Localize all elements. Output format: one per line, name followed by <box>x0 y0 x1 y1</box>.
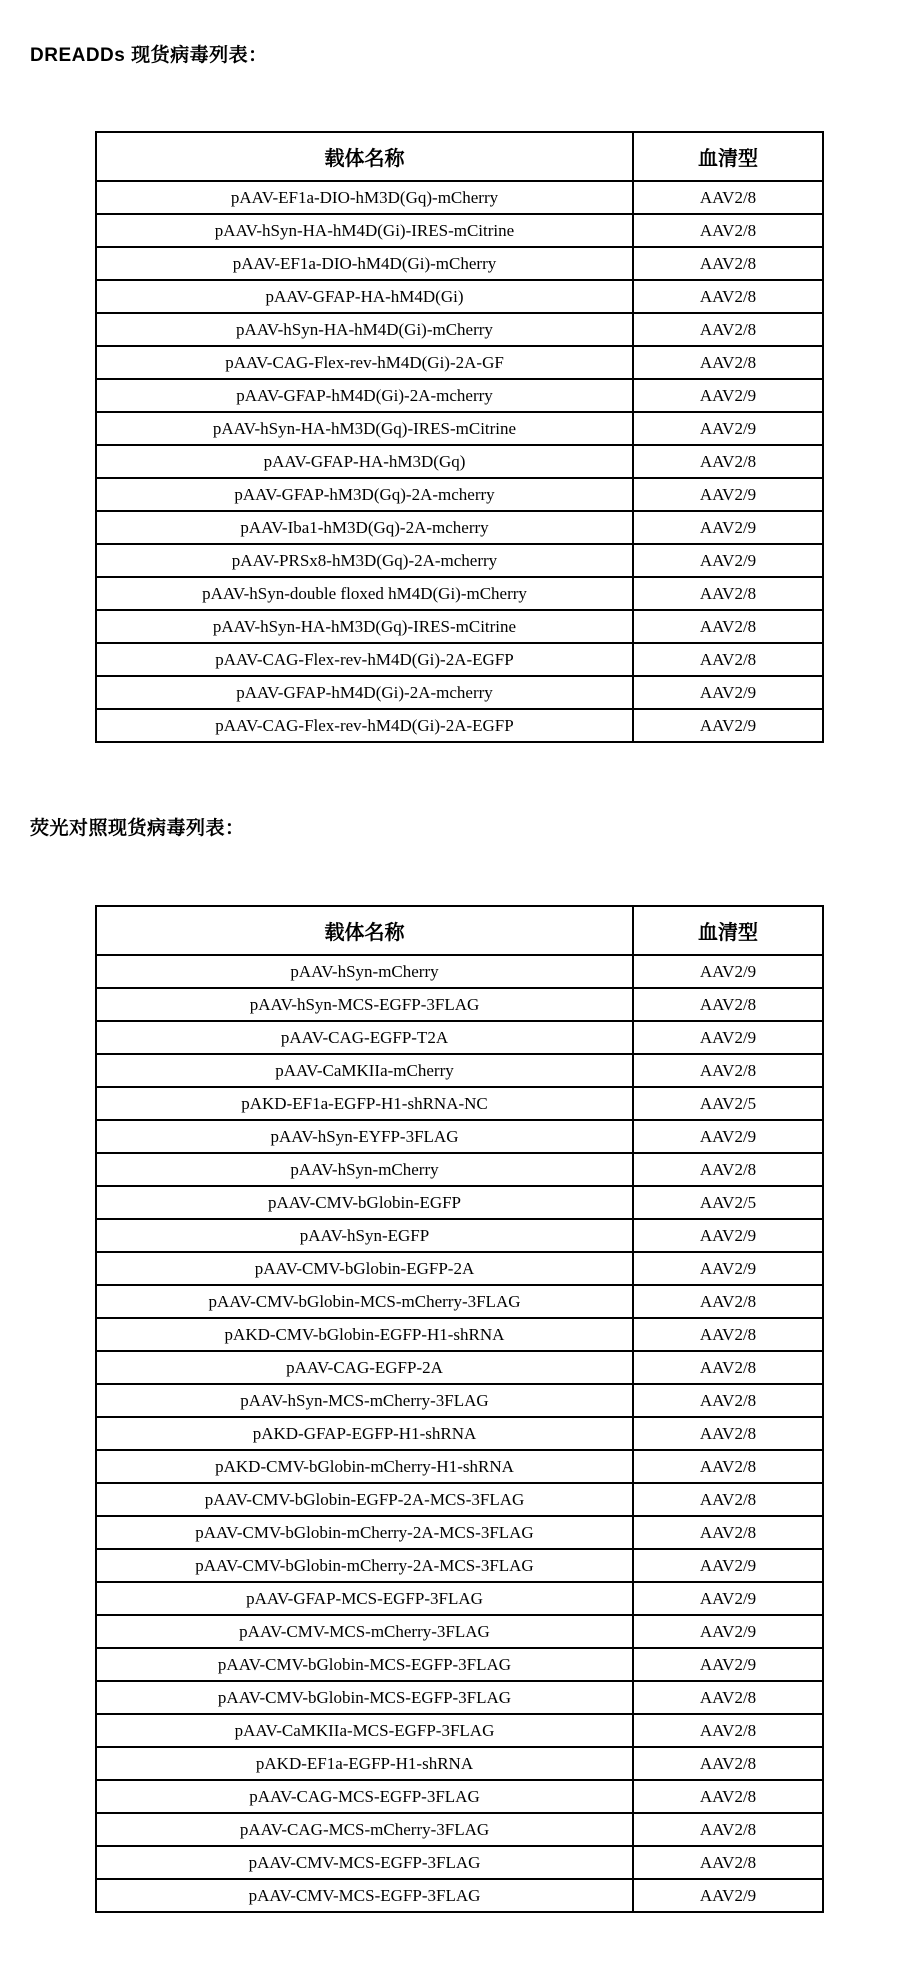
serotype-cell: AAV2/9 <box>633 1648 823 1681</box>
serotype-cell: AAV2/9 <box>633 1219 823 1252</box>
table-row <box>96 181 823 214</box>
table-row <box>96 955 823 988</box>
serotype-cell: AAV2/8 <box>633 1714 823 1747</box>
table-row <box>96 1417 823 1450</box>
vector-name-cell: pAAV-CMV-bGlobin-MCS-mCherry-3FLAG <box>96 1285 633 1318</box>
table-row <box>96 1384 823 1417</box>
table-row <box>96 643 823 676</box>
table-row <box>96 511 823 544</box>
table-row <box>96 1813 823 1846</box>
table-row <box>96 1780 823 1813</box>
serotype-cell: AAV2/8 <box>633 577 823 610</box>
vector-name-cell: pAAV-hSyn-HA-hM4D(Gi)-mCherry <box>96 313 633 346</box>
vector-name-cell: pAAV-CAG-Flex-rev-hM4D(Gi)-2A-EGFP <box>96 709 633 742</box>
vector-name-cell: pAAV-CAG-EGFP-2A <box>96 1351 633 1384</box>
serotype-cell: AAV2/8 <box>633 181 823 214</box>
table-row <box>96 280 823 313</box>
serotype-cell: AAV2/8 <box>633 1417 823 1450</box>
table-row <box>96 1252 823 1285</box>
table-row <box>96 313 823 346</box>
table-row <box>96 1681 823 1714</box>
table-row <box>96 1021 823 1054</box>
vector-name-cell: pAAV-hSyn-EGFP <box>96 1219 633 1252</box>
vector-name-cell: pAAV-EF1a-DIO-hM4D(Gi)-mCherry <box>96 247 633 280</box>
serotype-header: 血清型 <box>633 906 823 955</box>
serotype-cell: AAV2/8 <box>633 445 823 478</box>
table-row <box>96 1648 823 1681</box>
vector-name-cell: pAAV-hSyn-EYFP-3FLAG <box>96 1120 633 1153</box>
serotype-cell: AAV2/9 <box>633 676 823 709</box>
serotype-cell: AAV2/5 <box>633 1186 823 1219</box>
table-row <box>96 1450 823 1483</box>
serotype-cell: AAV2/9 <box>633 955 823 988</box>
table-row <box>96 1516 823 1549</box>
vector-name-cell: pAAV-CMV-bGlobin-EGFP <box>96 1186 633 1219</box>
serotype-cell: AAV2/9 <box>633 709 823 742</box>
vector-name-cell: pAKD-CMV-bGlobin-mCherry-H1-shRNA <box>96 1450 633 1483</box>
table-row <box>96 676 823 709</box>
vector-name-cell: pAAV-CMV-MCS-EGFP-3FLAG <box>96 1879 633 1912</box>
serotype-cell: AAV2/9 <box>633 1120 823 1153</box>
serotype-cell: AAV2/8 <box>633 1318 823 1351</box>
header-row <box>96 132 823 181</box>
table-row <box>96 610 823 643</box>
serotype-cell: AAV2/8 <box>633 280 823 313</box>
serotype-cell: AAV2/9 <box>633 1252 823 1285</box>
vector-name-cell: pAAV-GFAP-MCS-EGFP-3FLAG <box>96 1582 633 1615</box>
serotype-cell: AAV2/9 <box>633 1582 823 1615</box>
vector-name-cell: pAAV-CMV-MCS-mCherry-3FLAG <box>96 1615 633 1648</box>
vector-name-cell: pAAV-GFAP-HA-hM3D(Gq) <box>96 445 633 478</box>
table-row <box>96 709 823 742</box>
vector-name-cell: pAAV-hSyn-mCherry <box>96 955 633 988</box>
serotype-cell: AAV2/9 <box>633 1615 823 1648</box>
vector-name-cell: pAAV-CMV-bGlobin-EGFP-2A-MCS-3FLAG <box>96 1483 633 1516</box>
vector-name-cell: pAAV-hSyn-MCS-mCherry-3FLAG <box>96 1384 633 1417</box>
vector-name-cell: pAAV-GFAP-hM4D(Gi)-2A-mcherry <box>96 379 633 412</box>
serotype-cell: AAV2/9 <box>633 1549 823 1582</box>
vector-name-cell: pAAV-hSyn-HA-hM4D(Gi)-IRES-mCitrine <box>96 214 633 247</box>
vector-name-cell: pAAV-EF1a-DIO-hM3D(Gq)-mCherry <box>96 181 633 214</box>
table-row <box>96 988 823 1021</box>
serotype-cell: AAV2/8 <box>633 988 823 1021</box>
table-row <box>96 478 823 511</box>
vector-name-cell: pAKD-EF1a-EGFP-H1-shRNA <box>96 1747 633 1780</box>
vector-name-header: 载体名称 <box>96 132 633 181</box>
serotype-cell: AAV2/8 <box>633 1516 823 1549</box>
table-row <box>96 1747 823 1780</box>
fluorescent-control-virus-table <box>95 905 824 1913</box>
table-row <box>96 1351 823 1384</box>
vector-name-cell: pAKD-EF1a-EGFP-H1-shRNA-NC <box>96 1087 633 1120</box>
vector-name-cell: pAAV-hSyn-MCS-EGFP-3FLAG <box>96 988 633 1021</box>
serotype-cell: AAV2/9 <box>633 511 823 544</box>
vector-name-cell: pAAV-GFAP-HA-hM4D(Gi) <box>96 280 633 313</box>
vector-name-cell: pAAV-hSyn-HA-hM3D(Gq)-IRES-mCitrine <box>96 610 633 643</box>
serotype-cell: AAV2/8 <box>633 247 823 280</box>
table-row <box>96 1846 823 1879</box>
table-row <box>96 1615 823 1648</box>
vector-name-header: 载体名称 <box>96 906 633 955</box>
header-row <box>96 906 823 955</box>
vector-name-cell: pAAV-hSyn-double floxed hM4D(Gi)-mCherry <box>96 577 633 610</box>
serotype-cell: AAV2/8 <box>633 1483 823 1516</box>
serotype-cell: AAV2/8 <box>633 1153 823 1186</box>
section-title-dreadds-list: DREADDs 现货病毒列表： <box>30 45 268 66</box>
dreadds-virus-table <box>95 131 824 743</box>
vector-name-cell: pAAV-CMV-bGlobin-mCherry-2A-MCS-3FLAG <box>96 1516 633 1549</box>
serotype-cell: AAV2/8 <box>633 1813 823 1846</box>
vector-name-cell: pAAV-CMV-bGlobin-MCS-EGFP-3FLAG <box>96 1681 633 1714</box>
table-row <box>96 1153 823 1186</box>
vector-name-cell: pAAV-CAG-MCS-EGFP-3FLAG <box>96 1780 633 1813</box>
table-row <box>96 247 823 280</box>
serotype-cell: AAV2/8 <box>633 643 823 676</box>
serotype-cell: AAV2/9 <box>633 1879 823 1912</box>
serotype-header: 血清型 <box>633 132 823 181</box>
table-row <box>96 412 823 445</box>
vector-name-cell: pAAV-CMV-bGlobin-mCherry-2A-MCS-3FLAG <box>96 1549 633 1582</box>
vector-name-cell: pAAV-GFAP-hM4D(Gi)-2A-mcherry <box>96 676 633 709</box>
serotype-cell: AAV2/8 <box>633 1747 823 1780</box>
serotype-cell: AAV2/5 <box>633 1087 823 1120</box>
table-row <box>96 445 823 478</box>
serotype-cell: AAV2/9 <box>633 478 823 511</box>
vector-name-cell: pAAV-CMV-MCS-EGFP-3FLAG <box>96 1846 633 1879</box>
vector-name-cell: pAAV-CAG-EGFP-T2A <box>96 1021 633 1054</box>
serotype-cell: AAV2/8 <box>633 1681 823 1714</box>
table-row <box>96 1483 823 1516</box>
vector-name-cell: pAAV-CMV-bGlobin-EGFP-2A <box>96 1252 633 1285</box>
vector-name-cell: pAAV-PRSx8-hM3D(Gq)-2A-mcherry <box>96 544 633 577</box>
table-row <box>96 1879 823 1912</box>
vector-name-cell: pAAV-CAG-MCS-mCherry-3FLAG <box>96 1813 633 1846</box>
table-row <box>96 1219 823 1252</box>
serotype-cell: AAV2/8 <box>633 1450 823 1483</box>
serotype-cell: AAV2/9 <box>633 544 823 577</box>
table-row <box>96 1285 823 1318</box>
serotype-cell: AAV2/9 <box>633 1021 823 1054</box>
vector-name-cell: pAAV-CaMKIIa-MCS-EGFP-3FLAG <box>96 1714 633 1747</box>
vector-name-cell: pAKD-CMV-bGlobin-EGFP-H1-shRNA <box>96 1318 633 1351</box>
table-row <box>96 577 823 610</box>
vector-name-cell: pAAV-CAG-Flex-rev-hM4D(Gi)-2A-EGFP <box>96 643 633 676</box>
serotype-cell: AAV2/9 <box>633 412 823 445</box>
serotype-cell: AAV2/8 <box>633 313 823 346</box>
serotype-cell: AAV2/8 <box>633 1846 823 1879</box>
table-row <box>96 1120 823 1153</box>
table-row <box>96 1087 823 1120</box>
serotype-cell: AAV2/8 <box>633 346 823 379</box>
vector-name-cell: pAAV-hSyn-HA-hM3D(Gq)-IRES-mCitrine <box>96 412 633 445</box>
vector-name-cell: pAKD-GFAP-EGFP-H1-shRNA <box>96 1417 633 1450</box>
vector-name-cell: pAAV-Iba1-hM3D(Gq)-2A-mcherry <box>96 511 633 544</box>
table-row <box>96 1714 823 1747</box>
serotype-cell: AAV2/8 <box>633 1780 823 1813</box>
serotype-cell: AAV2/8 <box>633 1285 823 1318</box>
serotype-cell: AAV2/8 <box>633 610 823 643</box>
vector-name-cell: pAAV-CMV-bGlobin-MCS-EGFP-3FLAG <box>96 1648 633 1681</box>
table-row <box>96 214 823 247</box>
table-row <box>96 346 823 379</box>
table-row <box>96 379 823 412</box>
serotype-cell: AAV2/8 <box>633 214 823 247</box>
table-row <box>96 1054 823 1087</box>
section-title-fluorescent-control-list: 荧光对照现货病毒列表： <box>30 818 245 839</box>
table-row <box>96 1549 823 1582</box>
serotype-cell: AAV2/8 <box>633 1384 823 1417</box>
table-row <box>96 1318 823 1351</box>
vector-name-cell: pAAV-GFAP-hM3D(Gq)-2A-mcherry <box>96 478 633 511</box>
vector-name-cell: pAAV-hSyn-mCherry <box>96 1153 633 1186</box>
table-row <box>96 1186 823 1219</box>
vector-name-cell: pAAV-CAG-Flex-rev-hM4D(Gi)-2A-GF <box>96 346 633 379</box>
serotype-cell: AAV2/8 <box>633 1351 823 1384</box>
serotype-cell: AAV2/8 <box>633 1054 823 1087</box>
serotype-cell: AAV2/9 <box>633 379 823 412</box>
vector-name-cell: pAAV-CaMKIIa-mCherry <box>96 1054 633 1087</box>
table-row <box>96 1582 823 1615</box>
table-row <box>96 544 823 577</box>
